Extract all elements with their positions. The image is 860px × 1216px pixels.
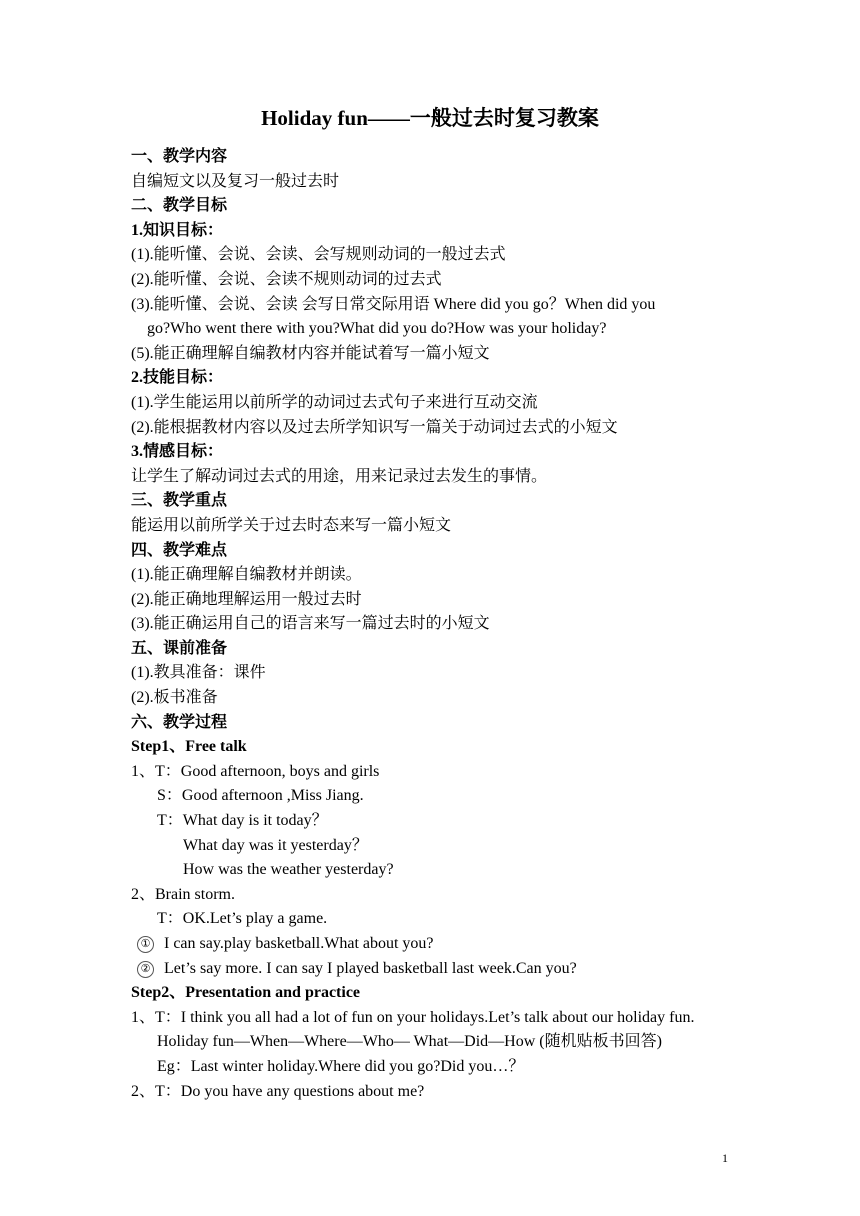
section-heading: 二、教学目标 (131, 197, 228, 215)
list-item: (1).教具准备：课件 (131, 664, 266, 682)
list-item: (3).能正确运用自己的语言来写一篇过去时的小短文 (131, 615, 490, 633)
step-heading: Step1、Free talk (131, 738, 247, 756)
subsection-heading: 3.情感目标： (131, 443, 224, 461)
list-item: (5).能正确理解自编教材内容并能试着写一篇小短文 (131, 344, 490, 362)
list-item: (2).能正确地理解运用一般过去时 (131, 590, 362, 608)
dialogue-line: 2、T：Do you have any questions about me? (131, 1082, 425, 1100)
section-heading: 六、教学过程 (131, 713, 228, 731)
dialogue-line: 2、Brain storm. (131, 885, 235, 903)
section-heading: 三、教学重点 (131, 492, 228, 510)
subsection-heading: 1.知识目标： (131, 221, 224, 239)
subsection-heading: 2.技能目标： (131, 369, 224, 387)
paragraph-line: 让学生了解动词过去式的用途，用来记录过去发生的事情。 (131, 467, 548, 485)
dialogue-line: Holiday fun—When—Where—Who— What—Did—How (随机贴板书回答) (157, 1033, 662, 1051)
dialogue-line: T：What day is it today？ (157, 812, 328, 830)
list-item: (2).能听懂、会说、会读不规则动词的过去式 (131, 270, 442, 288)
page-number: 1 (722, 1151, 728, 1165)
list-item-continuation: go?Who went there with you?What did you do?How was your holiday? (147, 320, 607, 338)
dialogue-line: T：OK.Let’s play a game. (157, 910, 328, 928)
section-heading: 一、教学内容 (131, 148, 228, 165)
paragraph-line: 自编短文以及复习一般过去时 (131, 172, 340, 190)
document-body (131, 145, 731, 1104)
dialogue-line: 1、T：I think you all had a lot of fun on your holidays.Let’s talk about our holiday fun. (131, 1008, 695, 1026)
circled-number-marker: ① (137, 936, 154, 953)
numbered-line (131, 932, 731, 957)
section-heading: 五、课前准备 (131, 639, 228, 657)
list-item: (3).能听懂、会说、会读 会写日常交际用语 Where did you go？When did you (131, 295, 656, 313)
circled-number-marker: ② (137, 961, 154, 978)
numbered-line-text: I can say.play basketball.What about you? (164, 935, 434, 952)
dialogue-line: What day was it yesterday？ (183, 836, 368, 854)
paragraph-line: 能运用以前所学关于过去时态来写一篇小短文 (131, 516, 452, 534)
list-item: (1).能听懂、会说、会读、会写规则动词的一般过去式 (131, 246, 506, 264)
section-heading: 四、教学难点 (131, 541, 228, 559)
list-item: (1).能正确理解自编教材并朗读。 (131, 566, 362, 584)
dialogue-line: How was the weather yesterday? (183, 861, 394, 879)
list-item: (2).能根据教材内容以及过去所学知识写一篇关于动词过去式的小短文 (131, 418, 618, 436)
numbered-line-text: Let’s say more. I can say I played basketball last week.Can you? (164, 959, 577, 977)
list-item: (2).板书准备 (131, 689, 218, 707)
dialogue-line: 1、T：Good afternoon, boys and girls (131, 762, 380, 780)
numbered-line (131, 957, 731, 982)
list-item: (1).学生能运用以前所学的动词过去式句子来进行互动交流 (131, 393, 538, 411)
document-title: Holiday fun——一般过去时复习教案 (261, 106, 599, 130)
dialogue-line: Eg：Last winter holiday.Where did you go?Did you…？ (157, 1057, 525, 1075)
step-heading: Step2、Presentation and practice (131, 984, 361, 1002)
dialogue-line: S：Good afternoon ,Miss Jiang. (157, 787, 364, 805)
